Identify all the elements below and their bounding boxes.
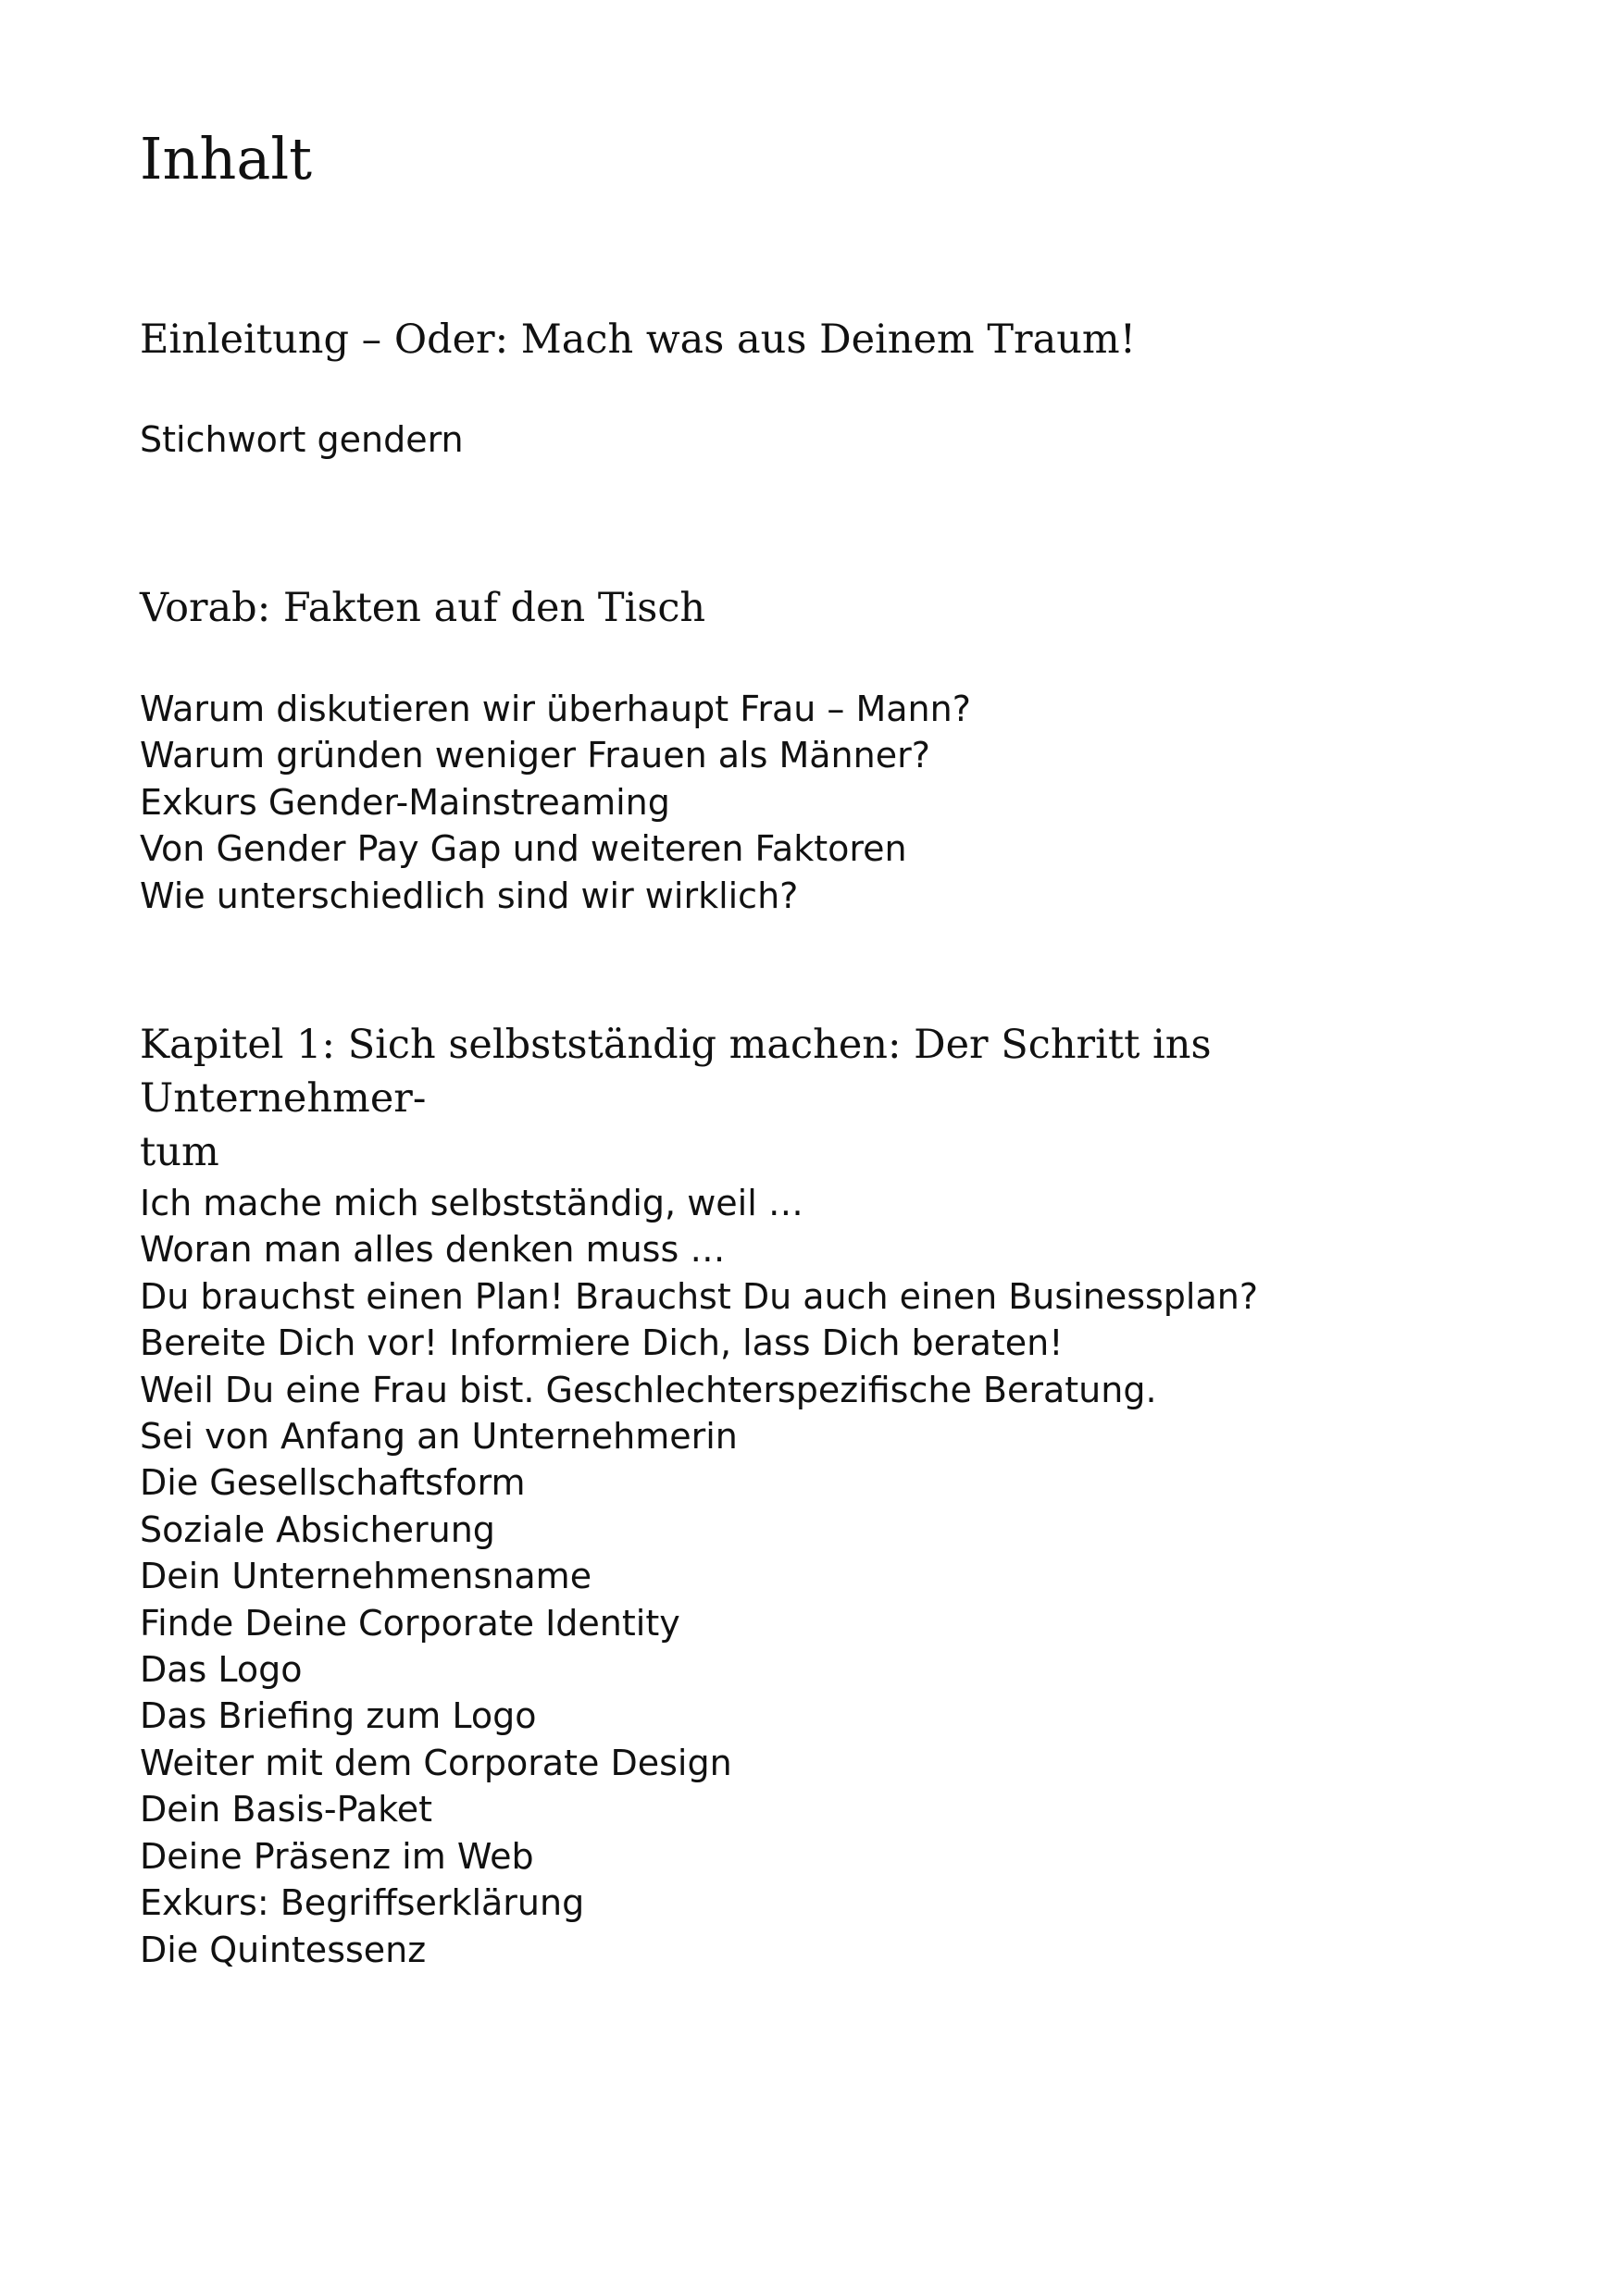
- toc-list-einleitung: [140, 416, 1482, 463]
- toc-entry: Bereite Dich vor! Informiere Dich, lass Dich beraten!: [140, 1322, 1064, 1364]
- toc-entry: Das Logo: [140, 1649, 303, 1691]
- toc-entry: Die Gesellschaftsform: [140, 1462, 526, 1504]
- toc-entry: Die Quintessenz: [140, 1929, 427, 1970]
- section-heading-kapitel-1: [140, 1018, 1482, 1179]
- toc-entry: Von Gender Pay Gap und weiteren Faktoren: [140, 828, 907, 870]
- section-heading-vorab: Vorab: Fakten auf den Tisch: [140, 585, 706, 631]
- toc-entry: Du brauchst einen Plan! Brauchst Du auch einen Businessplan?: [140, 1275, 1259, 1317]
- toc-entry: Warum gründen weniger Frauen als Männer?: [140, 735, 930, 776]
- toc-entry: Stichwort gendern: [140, 419, 464, 460]
- toc-entry: Warum diskutieren wir überhaupt Frau – Mann?: [140, 689, 971, 729]
- toc-entry: Wie unterschiedlich sind wir wirklich?: [140, 875, 799, 916]
- toc-entry: Dein Basis-Paket: [140, 1789, 433, 1831]
- section-heading-line-2: tum: [140, 1129, 219, 1175]
- toc-entry: Finde Deine Corporate Identity: [140, 1602, 680, 1644]
- toc-entry: Weil Du eine Frau bist. Geschlechterspezifische Beratung.: [140, 1369, 1157, 1410]
- toc-entry: Das Briefing zum Logo: [140, 1695, 537, 1737]
- toc-entry: Sei von Anfang an Unternehmerin: [140, 1416, 738, 1458]
- toc-entry: Ich mache mich selbstständig, weil …: [140, 1183, 803, 1223]
- toc-entry: Weiter mit dem Corporate Design: [140, 1742, 732, 1783]
- toc-entry: Woran man alles denken muss …: [140, 1229, 726, 1271]
- toc-list-vorab: [140, 686, 1482, 919]
- toc-entry: Exkurs: Begriffserklärung: [140, 1882, 585, 1924]
- toc-entry: Dein Unternehmensname: [140, 1556, 592, 1597]
- section-heading-einleitung: Einleitung – Oder: Mach was aus Deinem Traum!: [140, 316, 1136, 363]
- toc-list-kapitel-1: [140, 1180, 1482, 1973]
- page-title: Inhalt: [140, 125, 313, 192]
- toc-entry: Deine Präsenz im Web: [140, 1835, 534, 1877]
- toc-entry: Exkurs Gender-Mainstreaming: [140, 781, 670, 823]
- section-heading-line-1: Kapitel 1: Sich selbstständig machen: Der Schritt ins Unternehmer-: [140, 1022, 1212, 1122]
- toc-entry: Soziale Absicherung: [140, 1508, 495, 1550]
